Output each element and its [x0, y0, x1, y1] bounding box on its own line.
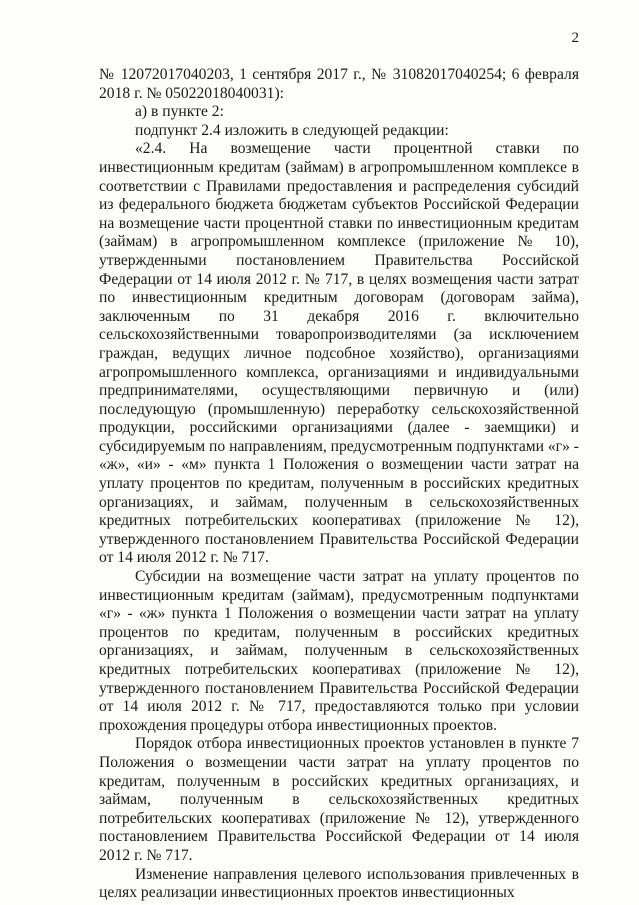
paragraph-procedure: Порядок отбора инвестиционных проектов установлен в пункте 7 Положения о возмещении части затрат на уплату процентов по кредитам, полученным в российских кредитных организациях, и займам, полученным в сельскохозяйственных кредитных потребительских кооперативах (приложение № 12), утвержденного постановлением Правительства Российской Федерации от 14 июля 2012 г. № 717. [99, 735, 579, 864]
paragraph-change: Изменение направления целевого использования привлеченных в целях реализации инвестиционных проектов инвестиционных [99, 865, 579, 902]
document-body [99, 66, 579, 903]
paragraph-item-a: а) в пункте 2: [135, 103, 224, 121]
paragraph-subitem: подпункт 2.4 изложить в следующей редакции: [135, 121, 449, 139]
paragraph-intro: № 12072017040203, 1 сентября 2017 г., № 31082017040254; 6 февраля 2018 г. № 05022018040031): [99, 66, 579, 102]
paragraph-subsidies: Субсидии на возмещение части затрат на уплату процентов по инвестиционным кредитам (займам), предусмотренным подпунктами «г» - «ж» пункта 1 Положения о возмещении части затрат на уплату процентов по кредитам, полученным в российских кредитных организациях, и займам, полученным в сельскохозяйственных кредитных потребительских кооперативах (приложение № 12), утвержденного постановлением Правительства Российской Федерации от 14 июля 2012 г. № 717, предоставляются только при условии прохождения процедуры отбора инвестиционных проектов. [99, 568, 579, 734]
page-number: 2 [571, 30, 579, 46]
paragraph-2-4: «2.4. На возмещение части процентной ставки по инвестиционным кредитам (займам) в агропромышленном комплексе в соответствии с Правилами предоставления и распределения субсидий из федерального бюджета бюджетам субъектов Российской Федерации на возмещение части процентной ставки по инвестиционным кредитам (займам) в агропромышленном комплексе (приложение № 10), утвержденными постановлением Правительства Российской Федерации от 14 июля 2012 г. № 717, в целях возмещения части затрат по инвестиционным кредитным договорам (договорам займа), заключенным по 31 декабря 2016 г. включительно сельскохозяйственными товаропроизводителями (за исключением граждан, ведущих личное подсобное хозяйство), организациями агропромышленного комплекса, организациями и индивидуальными предпринимателями, осуществляющими первичную и (или) последующую (промышленную) переработку сельскохозяйственной продукции, российскими организациями (далее - заемщики) и субсидируемым по направлениям, предусмотренным подпунктами «г» - «ж», «и» - «м» пункта 1 Положения о возмещении части затрат на уплату процентов по кредитам, полученным в российских кредитных организациях, и займам, полученным в сельскохозяйственных кредитных потребительских кооперативах (приложение № 12), утвержденного постановлением Правительства Российской Федерации от 14 июля 2012 г. № 717. [99, 140, 579, 567]
